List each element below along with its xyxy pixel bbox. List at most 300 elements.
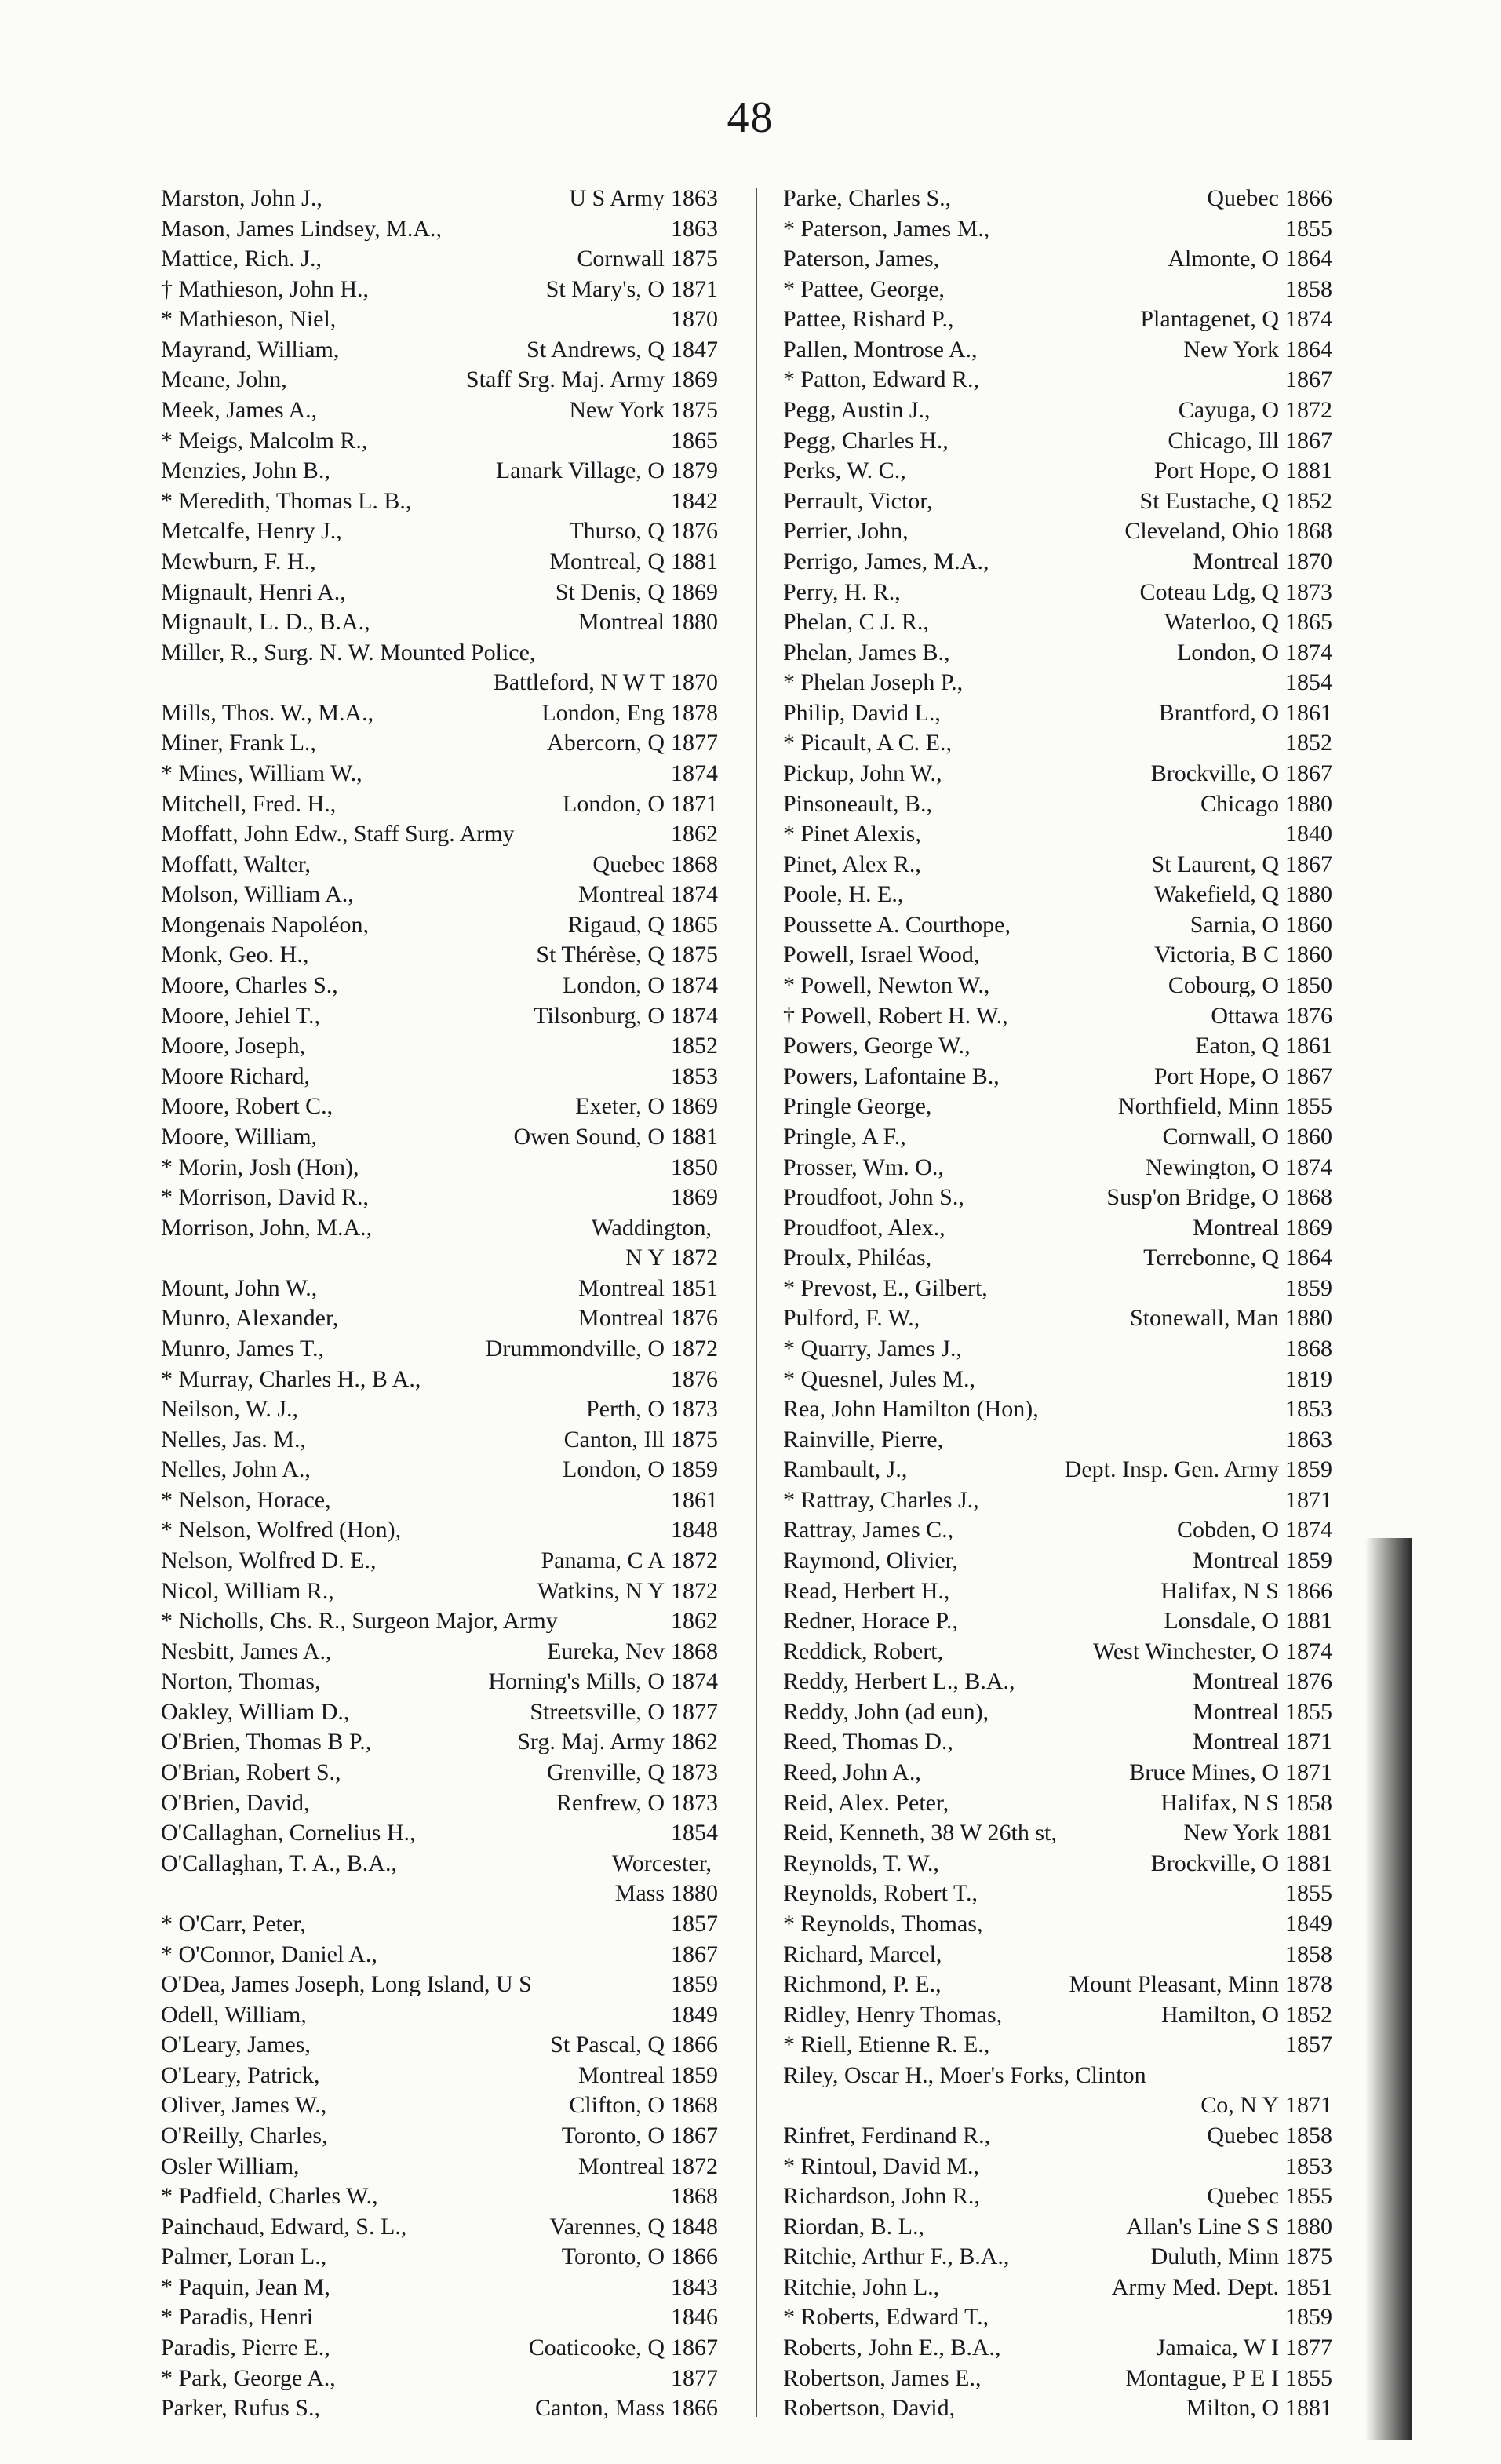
entry-year: 1854 xyxy=(1285,671,1332,696)
directory-entry xyxy=(783,1821,1332,1847)
entry-place: Cobden, O xyxy=(1177,1518,1279,1543)
entry-name: * Patton, Edward R., xyxy=(783,368,979,392)
entry-year: 1871 xyxy=(1285,1761,1332,1786)
entry-year: 1848 xyxy=(671,1518,718,1544)
entry-year: 1843 xyxy=(671,2275,718,2300)
entry-name: Prosser, Wm. O., xyxy=(783,1155,944,1179)
entry-year: 1867 xyxy=(1285,852,1332,877)
directory-entry xyxy=(783,1609,1332,1635)
directory-entry xyxy=(783,822,1332,848)
entry-year: 1865 xyxy=(671,913,718,938)
entry-year: 1867 xyxy=(1285,1064,1332,1089)
entry-place: Coteau Ldg, Q xyxy=(1139,580,1279,604)
entry-year: 1863 xyxy=(1285,1427,1332,1453)
directory-entry xyxy=(161,1761,718,1787)
entry-name: O'Brien, David, xyxy=(161,1791,310,1815)
directory-entry xyxy=(161,1973,718,1999)
entry-name: Miller, R., Surg. N. W. Mounted Police, xyxy=(161,640,536,665)
entry-year: 1870 xyxy=(1285,549,1332,574)
entry-place: Watkins, N Y xyxy=(537,1579,665,1603)
directory-entry xyxy=(161,2336,718,2362)
directory-entry xyxy=(783,1186,1332,1212)
entry-year: 1861 xyxy=(671,1488,718,1513)
entry-place: Co, N Y xyxy=(1200,2094,1279,2118)
entry-place: Brantford, O xyxy=(1158,701,1279,725)
directory-entry xyxy=(783,943,1332,969)
entry-name: † Powell, Robert H. W., xyxy=(783,1004,1008,1028)
entry-year: 1852 xyxy=(1285,489,1332,514)
entry-name: Reddy, John (ad eun), xyxy=(783,1700,989,1724)
directory-entry xyxy=(783,1428,1332,1454)
entry-place: Jamaica, W I xyxy=(1156,2336,1279,2360)
directory-entry xyxy=(161,1004,718,1030)
entry-year: 1852 xyxy=(1285,2003,1332,2028)
entry-place: Brockville, O xyxy=(1150,1851,1279,1875)
entry-year: 1868 xyxy=(671,1639,718,1664)
directory-entry xyxy=(161,1307,718,1332)
entry-year: 1853 xyxy=(1285,1398,1332,1423)
entry-year: 1850 xyxy=(671,1155,718,1180)
entry-year: 1859 xyxy=(1285,1549,1332,1574)
entry-place: West Winchester, O xyxy=(1092,1639,1279,1664)
entry-place: Srg. Maj. Army xyxy=(517,1730,665,1755)
directory-entry xyxy=(783,247,1332,273)
directory-entry xyxy=(161,1730,718,1756)
entry-name: Perrier, John, xyxy=(783,519,909,544)
entry-place: London, O xyxy=(563,974,665,998)
entry-name: Nesbitt, James A., xyxy=(161,1639,332,1664)
directory-entry xyxy=(161,1580,718,1606)
entry-year: 1872 xyxy=(1285,399,1332,424)
entry-place: Waddington, xyxy=(591,1216,712,1240)
entry-name: O'Callaghan, Cornelius H., xyxy=(161,1821,416,1846)
entry-name: * Padfield, Charles W., xyxy=(161,2185,378,2209)
entry-place: London, Eng xyxy=(541,701,665,725)
entry-year: 1861 xyxy=(1285,1034,1332,1059)
entry-name: Roberts, John E., B.A., xyxy=(783,2336,1001,2360)
entry-year: 1874 xyxy=(1285,1155,1332,1180)
entry-place: Wakefield, Q xyxy=(1153,883,1279,907)
entry-name: Pinsoneault, B., xyxy=(783,792,933,816)
directory-entry xyxy=(783,1095,1332,1121)
entry-year: 1880 xyxy=(671,1882,718,1907)
directory-entry xyxy=(783,581,1332,607)
entry-name: Proulx, Philéas, xyxy=(783,1246,932,1270)
directory-entry xyxy=(161,853,718,879)
directory-entry xyxy=(783,2336,1332,2362)
entry-name: Moore, Jehiel T., xyxy=(161,1004,321,1028)
entry-year: 1875 xyxy=(671,399,718,424)
entry-year: 1879 xyxy=(671,459,718,484)
entry-name: * O'Connor, Daniel A., xyxy=(161,1942,377,1966)
entry-place: St Mary's, O xyxy=(545,277,665,301)
entry-name: Neilson, W. J., xyxy=(161,1398,299,1422)
entry-year: 1862 xyxy=(671,1730,718,1755)
entry-place: Perth, O xyxy=(586,1398,665,1422)
directory-entry xyxy=(161,1156,718,1182)
entry-name: O'Dea, James Joseph, Long Island, U S xyxy=(161,1973,532,1997)
entry-place: Montreal xyxy=(1193,1216,1279,1240)
entry-year: 1869 xyxy=(671,1095,718,1120)
entry-year: 1873 xyxy=(671,1791,718,1816)
entry-name: O'Callaghan, T. A., B.A., xyxy=(161,1851,397,1875)
entry-place: Tilsonburg, O xyxy=(534,1004,665,1028)
entry-year: 1866 xyxy=(1285,1579,1332,1604)
entry-place: Eureka, Nev xyxy=(547,1639,665,1664)
entry-place: Cayuga, O xyxy=(1178,399,1279,423)
entry-year: 1867 xyxy=(1285,761,1332,786)
entry-year: 1859 xyxy=(671,1973,718,1998)
directory-entry xyxy=(783,2305,1332,2331)
directory-entry xyxy=(783,2003,1332,2029)
entry-year: 1868 xyxy=(1285,1186,1332,1211)
entry-place: Toronto, O xyxy=(561,2245,665,2269)
directory-entry xyxy=(161,1882,718,1908)
entry-name: Oakley, William D., xyxy=(161,1700,350,1724)
entry-name: Mills, Thos. W., M.A., xyxy=(161,701,374,725)
entry-name: Pickup, John W., xyxy=(783,761,942,785)
entry-name: Mongenais Napoléon, xyxy=(161,913,369,937)
entry-name: Paterson, James, xyxy=(783,247,940,272)
entry-year: 1873 xyxy=(671,1398,718,1423)
directory-entry xyxy=(783,217,1332,243)
entry-place: St Thérèse, Q xyxy=(536,943,665,968)
directory-entry xyxy=(161,429,718,455)
entry-year: 1869 xyxy=(671,580,718,605)
entry-year: 1881 xyxy=(671,549,718,574)
directory-entry xyxy=(783,1761,1332,1787)
entry-year: 1881 xyxy=(1285,1821,1332,1846)
entry-place: Montreal xyxy=(578,1276,665,1300)
entry-year: 1869 xyxy=(1285,1216,1332,1241)
entry-place: Mass xyxy=(614,1882,665,1906)
directory-entry xyxy=(161,2276,718,2302)
entry-place: Terrebonne, Q xyxy=(1143,1246,1279,1270)
directory-entry xyxy=(783,2124,1332,2150)
entry-name: Moffatt, John Edw., Staff Surg. Army xyxy=(161,822,515,847)
directory-entry xyxy=(161,1458,718,1484)
directory-entry xyxy=(161,1186,718,1212)
entry-place: Plantagenet, Q xyxy=(1140,308,1279,332)
entry-place: Duluth, Minn xyxy=(1150,2245,1279,2269)
entry-year: 1872 xyxy=(671,1336,718,1361)
entry-place: Montague, P E I xyxy=(1125,2366,1279,2390)
entry-place: Chicago xyxy=(1200,792,1279,816)
directory-entry xyxy=(161,974,718,1000)
directory-entry xyxy=(783,974,1332,1000)
entry-name: Rattray, James C., xyxy=(783,1518,954,1543)
directory-entry xyxy=(161,1670,718,1696)
entry-place: Grenville, Q xyxy=(547,1761,665,1785)
directory-entry xyxy=(161,278,718,304)
directory-entry xyxy=(783,853,1332,879)
directory-entry xyxy=(161,247,718,273)
entry-year: 1864 xyxy=(1285,247,1332,272)
entry-name: Reynolds, T. W., xyxy=(783,1851,939,1875)
directory-entry xyxy=(161,611,718,636)
directory-entry xyxy=(161,2124,718,2150)
entry-year: 1855 xyxy=(1285,2366,1332,2391)
entry-name: † Mathieson, John H., xyxy=(161,277,369,301)
entry-name: * Riell, Etienne R. E., xyxy=(783,2033,990,2058)
directory-entry xyxy=(161,581,718,607)
directory-entry xyxy=(783,2367,1332,2393)
entry-year: 1854 xyxy=(671,1821,718,1846)
entry-year: 1872 xyxy=(671,1246,718,1271)
entry-year: 1876 xyxy=(671,1367,718,1392)
directory-entry xyxy=(161,1095,718,1121)
column-divider xyxy=(756,188,757,2417)
entry-place: Montreal xyxy=(1193,1670,1279,1694)
entry-year: 1858 xyxy=(1285,1791,1332,1816)
entry-place: Mount Pleasant, Minn xyxy=(1069,1973,1279,1997)
directory-entry xyxy=(161,1700,718,1726)
directory-entry xyxy=(783,399,1332,425)
entry-name: Pattee, Rishard P., xyxy=(783,308,954,332)
entry-year: 1878 xyxy=(671,701,718,726)
entry-year: 1858 xyxy=(1285,2124,1332,2149)
entry-year: 1876 xyxy=(671,1307,718,1332)
entry-name: Rinfret, Ferdinand R., xyxy=(783,2124,991,2148)
entry-year: 1857 xyxy=(1285,2033,1332,2058)
entry-name: * Paterson, James M., xyxy=(783,217,990,241)
entry-year: 1876 xyxy=(1285,1004,1332,1029)
directory-entry xyxy=(783,1337,1332,1363)
entry-year: 1852 xyxy=(1285,731,1332,756)
entry-place: Victoria, B C xyxy=(1153,943,1279,968)
entry-year: 1874 xyxy=(1285,640,1332,665)
directory-entry xyxy=(161,1943,718,1969)
entry-name: Powell, Israel Wood, xyxy=(783,943,980,968)
entry-name: Reddick, Robert, xyxy=(783,1639,944,1664)
directory-entry xyxy=(161,1428,718,1454)
entry-name: Poussette A. Courthope, xyxy=(783,913,1011,937)
entry-name: Reddy, Herbert L., B.A., xyxy=(783,1670,1015,1694)
entry-year: 1875 xyxy=(1285,2245,1332,2270)
directory-entry xyxy=(161,1912,718,1938)
entry-name: Powers, George W., xyxy=(783,1034,971,1059)
directory-entry xyxy=(783,2245,1332,2271)
entry-year: 1868 xyxy=(671,852,718,877)
entry-name: * Rintoul, David M., xyxy=(783,2154,980,2178)
entry-year: 1842 xyxy=(671,489,718,514)
entry-year: 1851 xyxy=(1285,2275,1332,2300)
directory-entry xyxy=(783,1580,1332,1606)
entry-place: Newington, O xyxy=(1146,1155,1279,1179)
entry-place: Cornwall, O xyxy=(1162,1124,1279,1149)
entry-year: 1866 xyxy=(671,2245,718,2270)
entry-year: 1868 xyxy=(671,2185,718,2210)
entry-year: 1863 xyxy=(671,187,718,211)
entry-name: Perrigo, James, M.A., xyxy=(783,549,989,574)
entry-name: * Meigs, Malcolm R., xyxy=(161,428,368,453)
directory-entry xyxy=(161,459,718,485)
entry-name: Painchaud, Edward, S. L., xyxy=(161,2214,407,2239)
entry-place: Cleveland, Ohio xyxy=(1124,519,1279,544)
entry-place: Montreal xyxy=(578,611,665,635)
entry-place: U S Army xyxy=(569,187,665,210)
directory-entry xyxy=(783,2215,1332,2241)
entry-year: 1870 xyxy=(671,671,718,696)
entry-year: 1819 xyxy=(1285,1367,1332,1392)
entry-name: * Morin, Josh (Hon), xyxy=(161,1155,359,1179)
entry-year: 1874 xyxy=(671,1670,718,1695)
entry-place: St Andrews, Q xyxy=(526,337,665,362)
directory-entry xyxy=(161,793,718,818)
entry-place: Drummondville, O xyxy=(485,1336,665,1361)
entry-year: 1876 xyxy=(1285,1670,1332,1695)
directory-entry xyxy=(161,1125,718,1151)
directory-entry xyxy=(783,1912,1332,1938)
entry-place: Quebec xyxy=(1207,2124,1279,2148)
entry-year: 1874 xyxy=(1285,308,1332,333)
entry-name: Powers, Lafontaine B., xyxy=(783,1064,1000,1088)
directory-entry xyxy=(783,1156,1332,1182)
entry-year: 1855 xyxy=(1285,1700,1332,1725)
entry-name: * Phelan Joseph P., xyxy=(783,671,964,695)
directory-entry xyxy=(161,308,718,334)
directory-entry xyxy=(783,1700,1332,1726)
entry-name: * Meredith, Thomas L. B., xyxy=(161,489,412,513)
entry-place: Staff Srg. Maj. Army xyxy=(465,368,665,392)
entry-name: Reynolds, Robert T., xyxy=(783,1882,978,1906)
entry-year: 1881 xyxy=(1285,2397,1332,2422)
entry-name: Pegg, Austin J., xyxy=(783,399,931,423)
entry-name: * Murray, Charles H., B A., xyxy=(161,1367,421,1391)
entry-year: 1850 xyxy=(1285,974,1332,999)
entry-name: * Pinet Alexis, xyxy=(783,822,921,847)
directory-entry xyxy=(783,1398,1332,1423)
entry-year: 1873 xyxy=(1285,580,1332,605)
entry-place: London, O xyxy=(563,792,665,816)
entry-year: 1857 xyxy=(671,1912,718,1937)
entry-name: Ridley, Henry Thomas, xyxy=(783,2003,1003,2027)
entry-place: Owen Sound, O xyxy=(513,1124,665,1149)
directory-entry xyxy=(783,1882,1332,1908)
directory-entry xyxy=(783,2064,1332,2090)
entry-place: Eaton, Q xyxy=(1195,1034,1279,1059)
directory-entry xyxy=(161,2094,718,2120)
entry-name: * Reynolds, Thomas, xyxy=(783,1912,983,1936)
directory-entry xyxy=(783,1489,1332,1514)
entry-place: Abercorn, Q xyxy=(547,731,665,756)
entry-year: 1851 xyxy=(671,1276,718,1301)
directory-entry xyxy=(783,611,1332,636)
entry-year: 1864 xyxy=(1285,337,1332,363)
entry-year: 1877 xyxy=(1285,2336,1332,2361)
entry-place: Quebec xyxy=(1207,2185,1279,2209)
directory-entry xyxy=(783,1670,1332,1696)
entry-name: Ritchie, Arthur F., B.A., xyxy=(783,2245,1010,2269)
entry-place: Cobourg, O xyxy=(1168,974,1279,998)
entry-year: 1868 xyxy=(671,2094,718,2119)
entry-place: Montreal xyxy=(1193,1700,1279,1724)
directory-entry xyxy=(161,368,718,394)
directory-entry xyxy=(161,1852,718,1878)
directory-entry xyxy=(161,1518,718,1544)
directory-entry xyxy=(161,187,718,213)
entry-name: Perrault, Victor, xyxy=(783,489,933,513)
entry-name: Moore, William, xyxy=(161,1124,318,1149)
directory-entry xyxy=(161,2215,718,2241)
directory-entry xyxy=(161,1277,718,1303)
entry-name: Mount, John W., xyxy=(161,1276,318,1300)
entry-year: 1877 xyxy=(671,1700,718,1725)
directory-entry xyxy=(161,217,718,243)
entry-place: Port Hope, O xyxy=(1153,1064,1279,1088)
directory-entry xyxy=(161,550,718,576)
entry-name: * Prevost, E., Gilbert, xyxy=(783,1276,988,1300)
entry-year: 1871 xyxy=(1285,1730,1332,1755)
entry-year: 1859 xyxy=(1285,1276,1332,1301)
page-number: 48 xyxy=(727,93,774,142)
directory-entry xyxy=(783,1943,1332,1969)
entry-year: 1852 xyxy=(671,1034,718,1059)
entry-name: O'Brian, Robert S., xyxy=(161,1761,341,1785)
entry-name: Nelles, Jas. M., xyxy=(161,1427,306,1452)
entry-year: 1867 xyxy=(1285,428,1332,454)
entry-year: 1865 xyxy=(671,428,718,454)
entry-name: Rainville, Pierre, xyxy=(783,1427,944,1452)
entry-year: 1855 xyxy=(1285,217,1332,242)
directory-entry xyxy=(783,1973,1332,1999)
entry-name: * Nelson, Horace, xyxy=(161,1488,331,1512)
entry-name: Mayrand, William, xyxy=(161,337,340,362)
directory-entry xyxy=(161,1034,718,1060)
directory-entry xyxy=(783,2094,1332,2120)
entry-name: Raymond, Olivier, xyxy=(783,1549,958,1573)
entry-year: 1872 xyxy=(671,1579,718,1604)
entry-place: Battleford, N W T xyxy=(493,671,665,695)
entry-year: 1880 xyxy=(671,611,718,636)
directory-entry xyxy=(783,1246,1332,1272)
entry-place: Canton, Ill xyxy=(563,1427,665,1452)
directory-entry xyxy=(783,2397,1332,2422)
entry-name: Mignault, L. D., B.A., xyxy=(161,611,370,635)
entry-place: Thurso, Q xyxy=(569,519,665,544)
directory-entry xyxy=(783,1125,1332,1151)
entry-name: Miner, Frank L., xyxy=(161,731,316,756)
entry-name: Pringle George, xyxy=(783,1095,932,1119)
directory-entry xyxy=(161,762,718,788)
entry-name: Robertson, David, xyxy=(783,2397,956,2421)
directory-entry xyxy=(161,943,718,969)
directory-entry xyxy=(783,1368,1332,1394)
entry-name: * Mines, William W., xyxy=(161,761,362,785)
directory-entry xyxy=(161,671,718,697)
entry-place: Stonewall, Man xyxy=(1130,1307,1279,1331)
directory-entry xyxy=(783,2276,1332,2302)
directory-entry xyxy=(783,429,1332,455)
entry-name: Meane, John, xyxy=(161,368,287,392)
entry-name: Odell, William, xyxy=(161,2003,307,2027)
entry-year: 1855 xyxy=(1285,1882,1332,1907)
directory-entry xyxy=(783,1004,1332,1030)
directory-entry xyxy=(783,308,1332,334)
entry-place: Panama, C A xyxy=(541,1549,665,1573)
entry-place: St Laurent, Q xyxy=(1151,852,1279,877)
entry-year: 1881 xyxy=(1285,459,1332,484)
entry-place: Allan's Line S S xyxy=(1126,2214,1279,2239)
entry-place: St Eustache, Q xyxy=(1139,489,1279,513)
directory-entry xyxy=(161,399,718,425)
entry-place: Hamilton, O xyxy=(1161,2003,1279,2027)
directory-entry xyxy=(161,1640,718,1666)
entry-name: Rambault, J., xyxy=(783,1458,908,1482)
entry-place: London, O xyxy=(1177,640,1279,665)
entry-name: Mattice, Rich. J., xyxy=(161,247,322,272)
entry-year: 1871 xyxy=(671,277,718,302)
